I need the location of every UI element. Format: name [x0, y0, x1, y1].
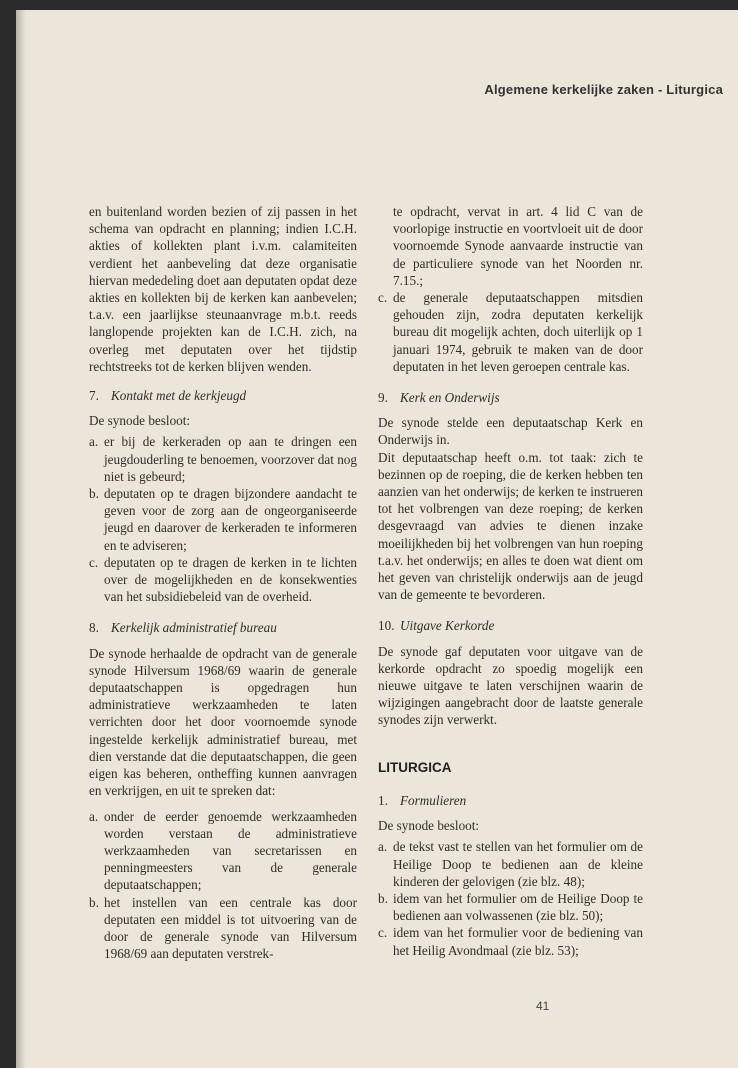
- section-heading: 8. Kerkelijk administratief bureau: [89, 620, 277, 636]
- section-body: De synode herhaalde de opdracht van de generale synode Hilversum 1968/69 waarin de generale deputaatschappen is opgedragen hun administratieve werkzaamheden te laten verrichten door het door voornoemde synode ingestelde kerkelijk administratief bureau, met dien verstande dat die deputaatschappen, die geen eigen kas beheren, ontheffing kunnen aanvragen en verkrijgen, en uit te spreken dat:: [89, 645, 357, 799]
- section-lead: De synode besloot:: [89, 413, 191, 429]
- right-column: [378, 203, 643, 973]
- page-number: 41: [536, 999, 550, 1013]
- liturgica-heading: LITURGICA: [378, 759, 452, 775]
- section-paragraph: De synode stelde een deputaatschap Kerk en Onderwijs in.: [378, 415, 643, 448]
- section-9: [378, 389, 643, 603]
- document-page: [16, 10, 738, 1068]
- section-heading: 7. Kontakt met de kerkjeugd: [89, 388, 247, 404]
- section-lead: De synode besloot:: [378, 818, 480, 834]
- item-list: [378, 838, 643, 958]
- section-paragraph: Dit deputaatschap heeft o.m. tot taak: zich te bezinnen op de roeping, die de kerken hebben ten aanzien van het onderwijs; de kerken te instrueren tot het volbrengen van deze roeping; de kerken desgevraagd van advies te dienen inzake moeilijkheden bij het volbrengen van hun roeping t.a.v. het onderwijs; en alles te doen wat dient om het geven van christelijk onderwijs aan de jeugd van de gemeente te bevorderen.: [378, 449, 643, 603]
- list-item: c. de generale deputaatschappen mitsdien gehouden zijn, zodra deputaten kerkelijk bureau dit mogelijk achten, doch uiterlijk op 1 januari 1974, gebruik te maken van de door deputaten in het leven geroepen centrale kas.: [378, 290, 643, 374]
- section-heading: 9. Kerk en Onderwijs: [378, 390, 500, 406]
- list-item: b. idem van het formulier om de Heilige Doop te bedienen aan volwassenen (zie blz. 50);: [378, 890, 643, 924]
- left-column: [89, 203, 357, 976]
- section-heading: 10. Uitgave Kerkorde: [378, 618, 495, 634]
- item-list: [89, 433, 357, 605]
- list-item: a. onder de eerder genoemde werkzaamheden worden verstaan de administratieve werkzaamheden van secretarissen en penningmeesters van de generale deputaatschappen;: [89, 808, 357, 893]
- list-item: c. idem van het formulier voor de bediening van het Heilig Avondmaal (zie blz. 53);: [378, 925, 643, 958]
- section-10: [378, 617, 643, 728]
- list-item: b. het instellen van een centrale kas door deputaten een middel is tot uitvoering van de door de generale synode van Hilversum 1968/69 aan deputaten verstrek-: [89, 894, 357, 962]
- item-list: [89, 808, 357, 963]
- section-heading: 1. Formulieren: [378, 792, 467, 808]
- section-7: [89, 387, 357, 605]
- list-item: a. de tekst vast te stellen van het formulier om de Heilige Doop te bedienen aan de kleine kinderen der gelovigen (zie blz. 48);: [378, 839, 643, 889]
- list-item-continued: te opdracht, vervat in art. 4 lid C van de voorlopige instructie en voortvloeit uit de door voornoemde Synode aanvaarde instructie van de particuliere synode van het Noorden nr. 7.15.;: [393, 204, 643, 288]
- intro-paragraph: en buitenland worden bezien of zij passen in het schema van opdracht en planning; indien I.C.H. akties of kollekten plant i.v.m. calamiteiten verdient het aanbeveling dat deze organisatie hiervan mededeling doet aan deputaten opdat deze akties en kollekten bij de kerken kan aanbevelen; t.a.v. een jaarlijkse steunaanvrage m.b.t. reeds langlopende projekten kan de I.C.H. zich, na overleg met deputaten over het tijdstip rechtstreeks tot de kerken blijven wenden.: [89, 204, 357, 374]
- list-item: b. deputaten op te dragen bijzondere aandacht te geven voor de zorg aan de ongeorganiseerde jeugd en daarover de kerkeraden te informeren en te adviseren;: [89, 486, 357, 553]
- list-item: a. er bij de kerkeraden op aan te dringen een jeugdouderling te benoemen, voorzover dat nog niet is gebeurd;: [89, 434, 357, 484]
- running-header: Algemene kerkelijke zaken - Liturgica: [484, 82, 723, 97]
- liturgica-section-1: [378, 792, 643, 959]
- list-item: c. deputaten op te dragen de kerken in te lichten over de mogelijkheden en de konsekwenties van het subsidiebeleid van de overheid.: [89, 554, 357, 605]
- section-8: [89, 619, 357, 962]
- section-body: De synode gaf deputaten voor uitgave van de kerkorde opdracht zo spoedig mogelijk een nieuwe uitgave te laten verschijnen waarin de wijzigingen aangebracht door de laatste generale synodes zijn verwerkt.: [378, 643, 643, 728]
- continued-list: [378, 203, 643, 375]
